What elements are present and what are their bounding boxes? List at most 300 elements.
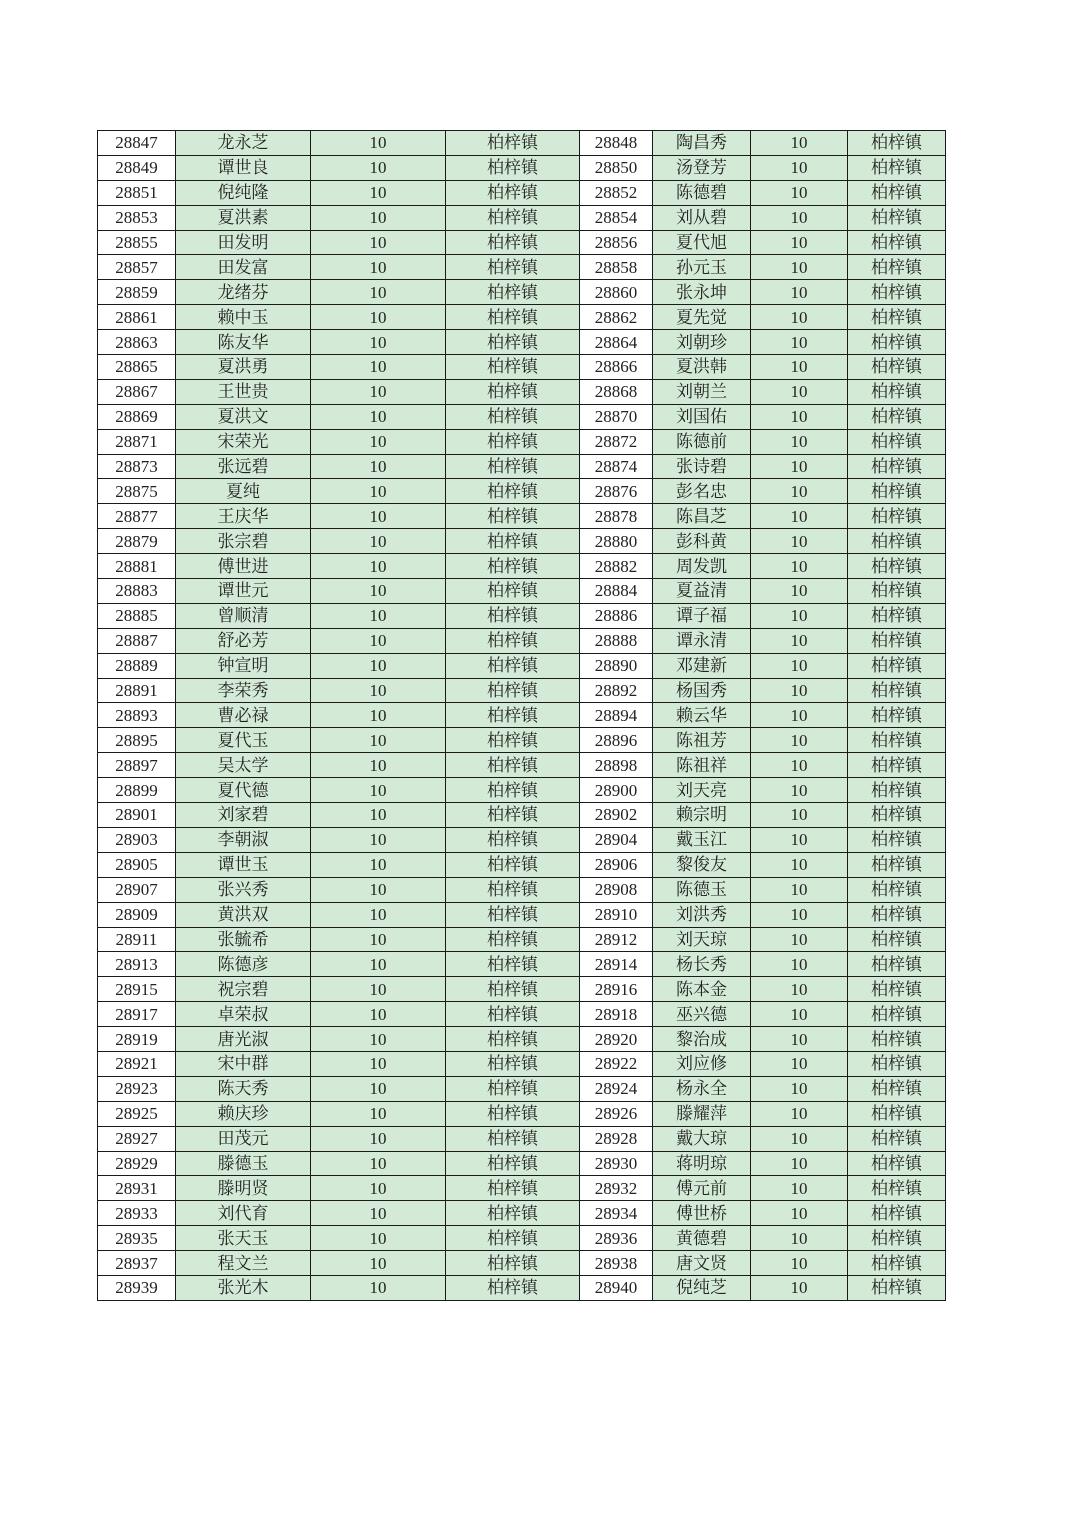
- cell-name: 夏洪文: [176, 404, 311, 429]
- cell-score: 10: [751, 603, 848, 628]
- cell-id: 28917: [98, 1002, 176, 1027]
- cell-name: 赖中玉: [176, 305, 311, 330]
- cell-score: 10: [311, 1251, 446, 1276]
- cell-id: 28879: [98, 529, 176, 554]
- cell-id: 28909: [98, 902, 176, 927]
- cell-name: 张毓希: [176, 927, 311, 952]
- cell-score: 10: [751, 180, 848, 205]
- cell-name: 宋中群: [176, 1051, 311, 1076]
- cell-id: 28925: [98, 1101, 176, 1126]
- cell-id: 28890: [580, 653, 653, 678]
- cell-id: 28889: [98, 653, 176, 678]
- cell-name: 李朝淑: [176, 827, 311, 852]
- cell-score: 10: [311, 1126, 446, 1151]
- cell-town: 柏梓镇: [848, 753, 946, 778]
- cell-name: 刘洪秀: [653, 902, 751, 927]
- cell-town: 柏梓镇: [446, 728, 580, 753]
- cell-id: 28857: [98, 255, 176, 280]
- cell-town: 柏梓镇: [446, 1002, 580, 1027]
- cell-name: 夏洪韩: [653, 355, 751, 380]
- cell-town: 柏梓镇: [848, 479, 946, 504]
- cell-town: 柏梓镇: [446, 703, 580, 728]
- cell-town: 柏梓镇: [848, 1027, 946, 1052]
- table-row: [98, 454, 946, 479]
- cell-name: 赖宗明: [653, 803, 751, 828]
- cell-score: 10: [751, 1076, 848, 1101]
- cell-score: 10: [311, 778, 446, 803]
- table-row: [98, 554, 946, 579]
- table-row: [98, 230, 946, 255]
- cell-score: 10: [751, 379, 848, 404]
- table-row: [98, 653, 946, 678]
- cell-town: 柏梓镇: [446, 454, 580, 479]
- cell-name: 刘朝兰: [653, 379, 751, 404]
- cell-name: 夏代旭: [653, 230, 751, 255]
- cell-id: 28849: [98, 155, 176, 180]
- cell-score: 10: [751, 454, 848, 479]
- cell-score: 10: [751, 529, 848, 554]
- cell-name: 孙元玉: [653, 255, 751, 280]
- cell-name: 谭世元: [176, 579, 311, 604]
- cell-id: 28903: [98, 827, 176, 852]
- table-row: [98, 255, 946, 280]
- table-row: [98, 1251, 946, 1276]
- cell-town: 柏梓镇: [446, 305, 580, 330]
- cell-name: 龙永芝: [176, 131, 311, 156]
- cell-town: 柏梓镇: [446, 778, 580, 803]
- cell-town: 柏梓镇: [446, 827, 580, 852]
- cell-id: 28872: [580, 429, 653, 454]
- cell-id: 28891: [98, 678, 176, 703]
- cell-town: 柏梓镇: [848, 1076, 946, 1101]
- cell-name: 陈友华: [176, 330, 311, 355]
- cell-id: 28863: [98, 330, 176, 355]
- cell-town: 柏梓镇: [446, 355, 580, 380]
- cell-id: 28916: [580, 977, 653, 1002]
- cell-id: 28928: [580, 1126, 653, 1151]
- cell-score: 10: [311, 1002, 446, 1027]
- cell-town: 柏梓镇: [446, 678, 580, 703]
- cell-town: 柏梓镇: [848, 255, 946, 280]
- cell-id: 28856: [580, 230, 653, 255]
- cell-town: 柏梓镇: [446, 155, 580, 180]
- cell-score: 10: [751, 803, 848, 828]
- cell-town: 柏梓镇: [848, 927, 946, 952]
- cell-id: 28924: [580, 1076, 653, 1101]
- table-row: [98, 728, 946, 753]
- cell-id: 28896: [580, 728, 653, 753]
- cell-name: 汤登芳: [653, 155, 751, 180]
- cell-town: 柏梓镇: [848, 852, 946, 877]
- cell-town: 柏梓镇: [848, 404, 946, 429]
- table-row: [98, 1002, 946, 1027]
- cell-score: 10: [751, 155, 848, 180]
- cell-score: 10: [311, 529, 446, 554]
- cell-score: 10: [311, 180, 446, 205]
- cell-name: 张光木: [176, 1275, 311, 1300]
- cell-score: 10: [751, 1176, 848, 1201]
- cell-id: 28901: [98, 803, 176, 828]
- cell-name: 赖庆珍: [176, 1101, 311, 1126]
- cell-name: 滕明贤: [176, 1176, 311, 1201]
- cell-score: 10: [311, 554, 446, 579]
- cell-score: 10: [751, 753, 848, 778]
- cell-name: 刘朝珍: [653, 330, 751, 355]
- cell-score: 10: [751, 1101, 848, 1126]
- cell-town: 柏梓镇: [848, 1126, 946, 1151]
- table-row: [98, 330, 946, 355]
- cell-score: 10: [311, 827, 446, 852]
- cell-name: 吴太学: [176, 753, 311, 778]
- cell-id: 28931: [98, 1176, 176, 1201]
- cell-score: 10: [311, 952, 446, 977]
- cell-town: 柏梓镇: [848, 977, 946, 1002]
- cell-town: 柏梓镇: [446, 753, 580, 778]
- cell-id: 28902: [580, 803, 653, 828]
- cell-name: 彭科黄: [653, 529, 751, 554]
- cell-name: 周发凯: [653, 554, 751, 579]
- cell-score: 10: [751, 255, 848, 280]
- cell-score: 10: [311, 355, 446, 380]
- cell-name: 谭永清: [653, 628, 751, 653]
- cell-town: 柏梓镇: [446, 1076, 580, 1101]
- table-row: [98, 703, 946, 728]
- cell-name: 舒必芳: [176, 628, 311, 653]
- table-row: [98, 827, 946, 852]
- cell-name: 巫兴德: [653, 1002, 751, 1027]
- cell-town: 柏梓镇: [446, 1275, 580, 1300]
- cell-id: 28882: [580, 554, 653, 579]
- cell-id: 28934: [580, 1201, 653, 1226]
- cell-name: 程文兰: [176, 1251, 311, 1276]
- cell-score: 10: [311, 330, 446, 355]
- cell-score: 10: [751, 778, 848, 803]
- cell-id: 28854: [580, 205, 653, 230]
- cell-id: 28867: [98, 379, 176, 404]
- cell-score: 10: [311, 927, 446, 952]
- cell-score: 10: [311, 1051, 446, 1076]
- table-body: [98, 131, 946, 1301]
- cell-town: 柏梓镇: [446, 628, 580, 653]
- cell-score: 10: [751, 1251, 848, 1276]
- table-row: [98, 180, 946, 205]
- cell-name: 赖云华: [653, 703, 751, 728]
- cell-town: 柏梓镇: [848, 280, 946, 305]
- cell-score: 10: [311, 1275, 446, 1300]
- table-row: [98, 952, 946, 977]
- cell-name: 田发明: [176, 230, 311, 255]
- cell-town: 柏梓镇: [446, 1176, 580, 1201]
- cell-id: 28897: [98, 753, 176, 778]
- cell-score: 10: [311, 1027, 446, 1052]
- cell-name: 卓荣叔: [176, 1002, 311, 1027]
- cell-score: 10: [751, 305, 848, 330]
- cell-id: 28851: [98, 180, 176, 205]
- table-row: [98, 355, 946, 380]
- cell-score: 10: [751, 504, 848, 529]
- cell-score: 10: [751, 404, 848, 429]
- cell-town: 柏梓镇: [848, 355, 946, 380]
- cell-town: 柏梓镇: [848, 902, 946, 927]
- cell-town: 柏梓镇: [848, 1176, 946, 1201]
- cell-town: 柏梓镇: [848, 529, 946, 554]
- cell-id: 28874: [580, 454, 653, 479]
- cell-town: 柏梓镇: [446, 803, 580, 828]
- cell-town: 柏梓镇: [446, 952, 580, 977]
- cell-town: 柏梓镇: [446, 429, 580, 454]
- cell-town: 柏梓镇: [446, 1126, 580, 1151]
- cell-town: 柏梓镇: [446, 902, 580, 927]
- cell-town: 柏梓镇: [848, 952, 946, 977]
- cell-town: 柏梓镇: [446, 1027, 580, 1052]
- cell-name: 刘应修: [653, 1051, 751, 1076]
- cell-score: 10: [751, 977, 848, 1002]
- cell-id: 28907: [98, 877, 176, 902]
- cell-score: 10: [751, 1126, 848, 1151]
- cell-town: 柏梓镇: [446, 1226, 580, 1251]
- cell-name: 黎俊友: [653, 852, 751, 877]
- cell-town: 柏梓镇: [446, 653, 580, 678]
- cell-town: 柏梓镇: [446, 1051, 580, 1076]
- cell-score: 10: [311, 603, 446, 628]
- cell-score: 10: [751, 1002, 848, 1027]
- cell-name: 田发富: [176, 255, 311, 280]
- cell-id: 28937: [98, 1251, 176, 1276]
- cell-id: 28871: [98, 429, 176, 454]
- cell-name: 陈天秀: [176, 1076, 311, 1101]
- cell-id: 28875: [98, 479, 176, 504]
- cell-id: 28881: [98, 554, 176, 579]
- cell-town: 柏梓镇: [848, 1251, 946, 1276]
- cell-score: 10: [751, 678, 848, 703]
- cell-score: 10: [751, 952, 848, 977]
- cell-id: 28862: [580, 305, 653, 330]
- cell-score: 10: [751, 1201, 848, 1226]
- cell-name: 傅世进: [176, 554, 311, 579]
- cell-town: 柏梓镇: [848, 330, 946, 355]
- cell-score: 10: [751, 205, 848, 230]
- cell-id: 28892: [580, 678, 653, 703]
- cell-id: 28878: [580, 504, 653, 529]
- table-row: [98, 803, 946, 828]
- cell-town: 柏梓镇: [848, 180, 946, 205]
- cell-score: 10: [311, 479, 446, 504]
- cell-score: 10: [751, 1275, 848, 1300]
- cell-name: 陈本金: [653, 977, 751, 1002]
- cell-town: 柏梓镇: [848, 1151, 946, 1176]
- cell-town: 柏梓镇: [446, 529, 580, 554]
- cell-name: 夏代德: [176, 778, 311, 803]
- cell-name: 宋荣光: [176, 429, 311, 454]
- cell-id: 28911: [98, 927, 176, 952]
- table-row: [98, 479, 946, 504]
- cell-id: 28920: [580, 1027, 653, 1052]
- table-row: [98, 877, 946, 902]
- cell-id: 28904: [580, 827, 653, 852]
- cell-town: 柏梓镇: [446, 330, 580, 355]
- cell-name: 倪纯隆: [176, 180, 311, 205]
- cell-id: 28938: [580, 1251, 653, 1276]
- cell-id: 28935: [98, 1226, 176, 1251]
- cell-score: 10: [751, 927, 848, 952]
- table-row: [98, 902, 946, 927]
- cell-id: 28940: [580, 1275, 653, 1300]
- cell-name: 陶昌秀: [653, 131, 751, 156]
- cell-town: 柏梓镇: [446, 230, 580, 255]
- cell-name: 陈德碧: [653, 180, 751, 205]
- cell-score: 10: [751, 479, 848, 504]
- cell-id: 28855: [98, 230, 176, 255]
- table-row: [98, 603, 946, 628]
- cell-id: 28915: [98, 977, 176, 1002]
- cell-score: 10: [311, 877, 446, 902]
- cell-name: 倪纯芝: [653, 1275, 751, 1300]
- cell-score: 10: [751, 902, 848, 927]
- cell-name: 蒋明琼: [653, 1151, 751, 1176]
- cell-name: 滕德玉: [176, 1151, 311, 1176]
- table-row: [98, 1126, 946, 1151]
- cell-score: 10: [751, 852, 848, 877]
- cell-score: 10: [751, 554, 848, 579]
- cell-name: 谭世玉: [176, 852, 311, 877]
- cell-score: 10: [311, 305, 446, 330]
- cell-score: 10: [311, 205, 446, 230]
- cell-id: 28885: [98, 603, 176, 628]
- cell-name: 陈德彦: [176, 952, 311, 977]
- cell-id: 28888: [580, 628, 653, 653]
- table-row: [98, 628, 946, 653]
- cell-id: 28913: [98, 952, 176, 977]
- cell-name: 张天玉: [176, 1226, 311, 1251]
- cell-score: 10: [311, 379, 446, 404]
- cell-id: 28910: [580, 902, 653, 927]
- cell-name: 刘代育: [176, 1201, 311, 1226]
- cell-town: 柏梓镇: [446, 1101, 580, 1126]
- cell-town: 柏梓镇: [848, 429, 946, 454]
- cell-name: 陈德前: [653, 429, 751, 454]
- cell-town: 柏梓镇: [848, 703, 946, 728]
- cell-name: 张宗碧: [176, 529, 311, 554]
- cell-town: 柏梓镇: [848, 803, 946, 828]
- cell-name: 刘国佑: [653, 404, 751, 429]
- cell-id: 28887: [98, 628, 176, 653]
- cell-town: 柏梓镇: [848, 131, 946, 156]
- cell-id: 28864: [580, 330, 653, 355]
- cell-id: 28898: [580, 753, 653, 778]
- cell-town: 柏梓镇: [848, 877, 946, 902]
- cell-id: 28860: [580, 280, 653, 305]
- cell-id: 28858: [580, 255, 653, 280]
- cell-town: 柏梓镇: [848, 778, 946, 803]
- cell-town: 柏梓镇: [848, 1201, 946, 1226]
- cell-name: 邓建新: [653, 653, 751, 678]
- cell-name: 陈德玉: [653, 877, 751, 902]
- cell-name: 彭名忠: [653, 479, 751, 504]
- cell-name: 谭子福: [653, 603, 751, 628]
- cell-id: 28930: [580, 1151, 653, 1176]
- cell-name: 杨长秀: [653, 952, 751, 977]
- cell-score: 10: [751, 131, 848, 156]
- cell-score: 10: [751, 579, 848, 604]
- cell-id: 28922: [580, 1051, 653, 1076]
- table-row: [98, 1201, 946, 1226]
- table-row: [98, 155, 946, 180]
- cell-town: 柏梓镇: [848, 379, 946, 404]
- cell-score: 10: [751, 728, 848, 753]
- cell-name: 张诗碧: [653, 454, 751, 479]
- cell-score: 10: [751, 628, 848, 653]
- cell-town: 柏梓镇: [848, 1275, 946, 1300]
- cell-score: 10: [311, 703, 446, 728]
- cell-name: 刘天琼: [653, 927, 751, 952]
- cell-id: 28921: [98, 1051, 176, 1076]
- cell-id: 28861: [98, 305, 176, 330]
- cell-score: 10: [311, 579, 446, 604]
- cell-id: 28939: [98, 1275, 176, 1300]
- cell-name: 夏益清: [653, 579, 751, 604]
- cell-town: 柏梓镇: [848, 230, 946, 255]
- cell-name: 陈祖祥: [653, 753, 751, 778]
- cell-id: 28884: [580, 579, 653, 604]
- cell-score: 10: [311, 230, 446, 255]
- cell-score: 10: [311, 429, 446, 454]
- cell-name: 夏洪素: [176, 205, 311, 230]
- cell-town: 柏梓镇: [848, 504, 946, 529]
- cell-score: 10: [311, 1101, 446, 1126]
- table-row: [98, 778, 946, 803]
- cell-id: 28869: [98, 404, 176, 429]
- table-row: [98, 280, 946, 305]
- table-row: [98, 1027, 946, 1052]
- cell-name: 祝宗碧: [176, 977, 311, 1002]
- cell-town: 柏梓镇: [848, 728, 946, 753]
- cell-name: 张永坤: [653, 280, 751, 305]
- cell-name: 王庆华: [176, 504, 311, 529]
- table-row: [98, 1051, 946, 1076]
- cell-name: 田茂元: [176, 1126, 311, 1151]
- cell-name: 唐光淑: [176, 1027, 311, 1052]
- cell-id: 28906: [580, 852, 653, 877]
- cell-score: 10: [311, 1076, 446, 1101]
- cell-name: 戴玉江: [653, 827, 751, 852]
- cell-id: 28868: [580, 379, 653, 404]
- table-row: [98, 404, 946, 429]
- cell-id: 28908: [580, 877, 653, 902]
- cell-id: 28865: [98, 355, 176, 380]
- cell-town: 柏梓镇: [446, 131, 580, 156]
- cell-name: 夏纯: [176, 479, 311, 504]
- cell-score: 10: [751, 877, 848, 902]
- cell-score: 10: [311, 255, 446, 280]
- cell-score: 10: [311, 628, 446, 653]
- cell-score: 10: [311, 728, 446, 753]
- cell-name: 唐文贤: [653, 1251, 751, 1276]
- cell-score: 10: [311, 803, 446, 828]
- cell-town: 柏梓镇: [848, 454, 946, 479]
- cell-town: 柏梓镇: [848, 554, 946, 579]
- cell-town: 柏梓镇: [848, 1002, 946, 1027]
- cell-town: 柏梓镇: [848, 205, 946, 230]
- cell-town: 柏梓镇: [848, 628, 946, 653]
- cell-town: 柏梓镇: [446, 205, 580, 230]
- cell-id: 28900: [580, 778, 653, 803]
- cell-town: 柏梓镇: [446, 504, 580, 529]
- cell-id: 28933: [98, 1201, 176, 1226]
- cell-score: 10: [311, 1201, 446, 1226]
- cell-town: 柏梓镇: [848, 155, 946, 180]
- cell-score: 10: [311, 902, 446, 927]
- cell-town: 柏梓镇: [446, 280, 580, 305]
